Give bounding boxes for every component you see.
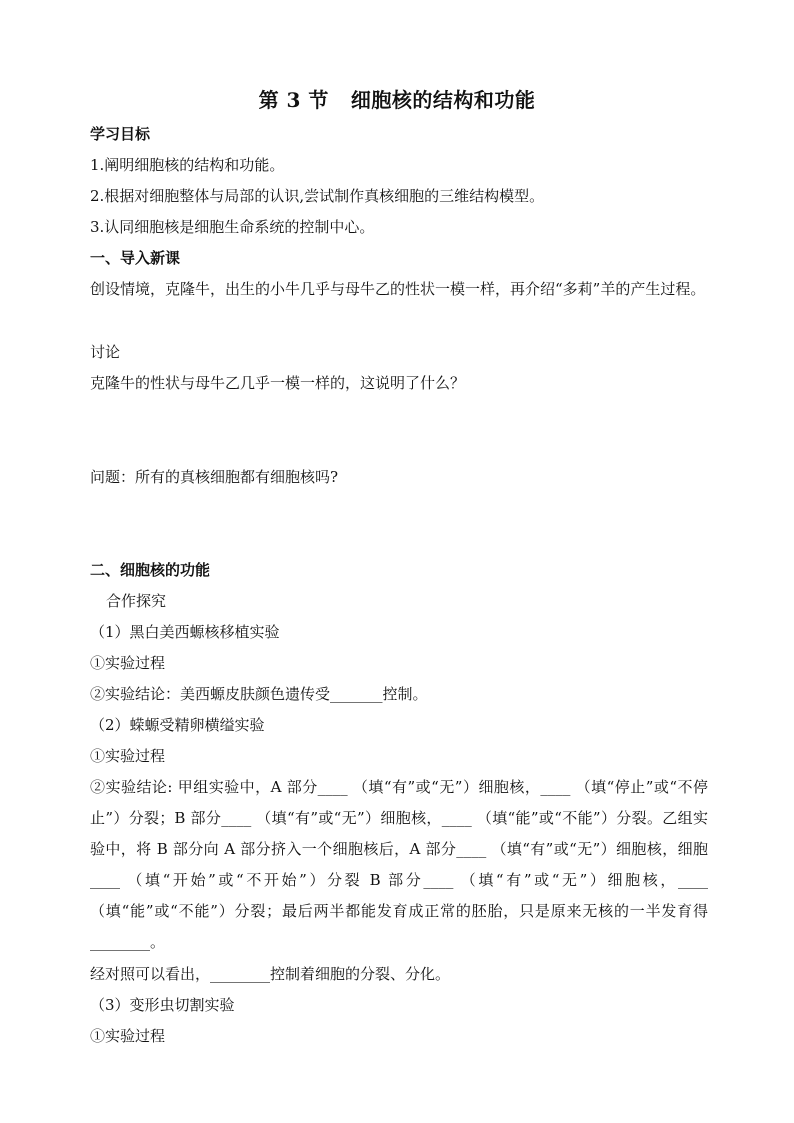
- section-number: 第 3 节: [258, 88, 329, 112]
- experiment2-process: ①实验过程: [90, 747, 166, 765]
- part2-heading: 二、细胞核的功能: [90, 561, 211, 579]
- discussion-label: 讨论: [90, 343, 121, 361]
- experiment3-process: ①实验过程: [90, 1027, 166, 1045]
- objective-item-3: 3.认同细胞核是细胞生命系统的控制中心。: [90, 218, 375, 236]
- experiment2-title: （2）蝾螈受精卵横缢实验: [90, 716, 265, 734]
- experiment3-title: （3）变形虫切割实验: [90, 996, 235, 1014]
- experiment2-summary: 经对照可以看出，________控制着细胞的分裂、分化。: [90, 965, 451, 983]
- objective-item-2: 2.根据对细胞整体与局部的认识,尝试制作真核细胞的三维结构模型。: [90, 187, 545, 205]
- section-topic: 细胞核的结构和功能: [350, 88, 536, 112]
- discussion-question: 克隆牛的性状与母牛乙几乎一模一样的，这说明了什么？: [90, 374, 466, 392]
- part1-heading: 一、导入新课: [90, 249, 181, 267]
- part1-intro: 创设情境，克隆牛，出生的小牛几乎与母牛乙的性状一模一样，再介绍“多莉”羊的产生过程。: [90, 280, 706, 298]
- experiment1-title: （1）黑白美西螈核移植实验: [90, 623, 280, 641]
- cooperate-label: 合作探究: [106, 592, 167, 610]
- eukaryote-question: 问题：所有的真核细胞都有细胞核吗?: [90, 468, 339, 486]
- page-title: [0, 84, 794, 113]
- experiment1-conclusion: ②实验结论：美西螈皮肤颜色遗传受_______控制。: [90, 685, 428, 703]
- objectives-heading: 学习目标: [90, 125, 151, 143]
- experiment2-conclusion: ②实验结论: 甲组实验中，A 部分____ （填“有”或“无”）细胞核，____ （填“停止”或“不停止”）分裂；B 部分____ （填“有”或“无”）细胞核，____ （填“能”或“不能”）分裂。乙组实验中，将 B 部分向 A 部分挤入一个细胞核后，A 部分____ （填“有”或“无”）细胞核，细胞____ （填“开始”或“不开始”）分裂 B 部分____ （填“有”或“无”）细胞核，____（填“能”或“不能”）分裂；最后两半都能发育成正常的胚胎，只是原来无核的一半发育得________。: [90, 778, 708, 951]
- objective-item-1: 1.阐明细胞核的结构和功能。: [90, 156, 285, 174]
- experiment1-process: ①实验过程: [90, 654, 166, 672]
